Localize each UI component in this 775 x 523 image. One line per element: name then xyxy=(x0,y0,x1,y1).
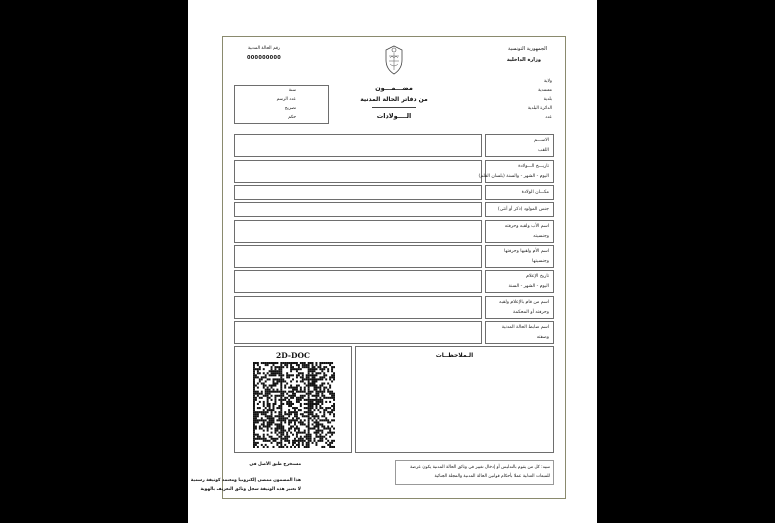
footer-disclaimer: لا تعتبر هذه الوثيقة سجل وثائق التعريف بالهوية xyxy=(200,487,301,492)
civil-status-label: رقم الحالة المدنية xyxy=(248,46,280,51)
row-value-field xyxy=(234,185,482,200)
row-label: مكـــان الولادة xyxy=(521,190,549,195)
country-name: الجمهورية التونسية xyxy=(507,46,547,52)
row-label: وجنسيتها xyxy=(532,259,549,264)
barcode-label: 2D-DOC xyxy=(276,351,310,360)
row-label-cell xyxy=(485,245,554,268)
row-label: جنس المولود (ذكر أو أنثى) xyxy=(497,207,549,212)
admin-field-label: بلدية xyxy=(543,97,552,102)
row-label: تاريـــخ الـــولادة xyxy=(518,164,549,169)
title-births: الــــولادات xyxy=(376,112,412,120)
row-label-cell xyxy=(478,160,554,183)
row-value-field xyxy=(234,160,482,183)
title-rule xyxy=(372,107,416,108)
row-value-field xyxy=(234,202,482,217)
admin-field-label: معتمدية xyxy=(538,88,552,93)
registration-field-label: عدد الرسم xyxy=(276,97,296,102)
notice-box xyxy=(395,460,554,485)
registration-field-label: تصريح xyxy=(284,106,296,111)
registration-field-label: حكم xyxy=(288,115,296,120)
title-main: مضـــمـــون xyxy=(375,84,413,92)
row-value-field xyxy=(234,245,482,268)
notice-line-1: تنبيه: كل من يقوم بالتدليس أو إدخال تغيير في وثائق الحالة المدنية يكون عرضة xyxy=(410,465,550,470)
row-value-field xyxy=(234,321,482,344)
row-label-cell xyxy=(485,270,554,293)
admin-field-label: عدد xyxy=(545,115,552,120)
admin-field-label: ولاية xyxy=(543,79,552,84)
row-value-field xyxy=(234,220,482,243)
row-label: وجنسيته xyxy=(533,234,549,239)
civil-status-number: 000000000 xyxy=(247,55,282,61)
row-label-cell xyxy=(485,185,554,200)
registration-box xyxy=(234,85,329,124)
row-label-cell xyxy=(485,202,554,217)
registration-field-label: سنة xyxy=(288,88,296,93)
row-label: اللقب xyxy=(537,148,549,153)
row-label: اسم الأب ولقبه وحرفته xyxy=(504,224,549,229)
footer-electronic: هذا المضمون ممضى إلكترونيا ومعتمد كوثيقة رسمية xyxy=(190,478,301,483)
row-label-cell xyxy=(485,220,554,243)
tunisia-emblem-icon xyxy=(380,44,408,76)
row-value-field xyxy=(234,270,482,293)
row-value-field xyxy=(234,134,482,157)
remarks-title: الـملاحظــات xyxy=(435,352,474,359)
row-label-cell xyxy=(485,296,554,319)
footer-certified: مستخرج طبق الأصل في xyxy=(249,462,301,467)
row-label-cell xyxy=(485,134,554,157)
row-label: تاريخ الإعلام xyxy=(526,274,549,279)
row-value-field xyxy=(234,296,482,319)
remarks-box xyxy=(355,346,554,453)
admin-field-label: الدائرة البلدية xyxy=(527,106,552,111)
row-label: الاســـم xyxy=(534,138,549,143)
notice-line-2: للتتبعات العدلية عملا بأحكام قوانين الحالة المدنية والمجلة الجنائية xyxy=(434,474,550,479)
title-sub: من دفاتر الحالة المدنية xyxy=(360,96,428,103)
row-label: اسم ضابط الحالة المدنية xyxy=(501,325,549,330)
ministry-name: وزارة الداخلية xyxy=(506,57,541,63)
row-label-cell xyxy=(485,321,554,344)
barcode-box xyxy=(234,346,352,453)
row-label: اليوم - الشهر - السنة xyxy=(508,284,549,289)
row-label: اسم الأم ولقبها وحرفتها xyxy=(504,249,549,254)
row-label: اسم من قام بالإعلام ولقبه xyxy=(499,300,549,305)
2d-doc-barcode-icon xyxy=(253,362,335,448)
row-label: وصفته xyxy=(536,335,549,340)
row-label: اليوم - الشهر - والسنة (بلسان القلم) xyxy=(478,174,549,179)
row-label: وحرفته أو المحكمة xyxy=(512,310,549,315)
